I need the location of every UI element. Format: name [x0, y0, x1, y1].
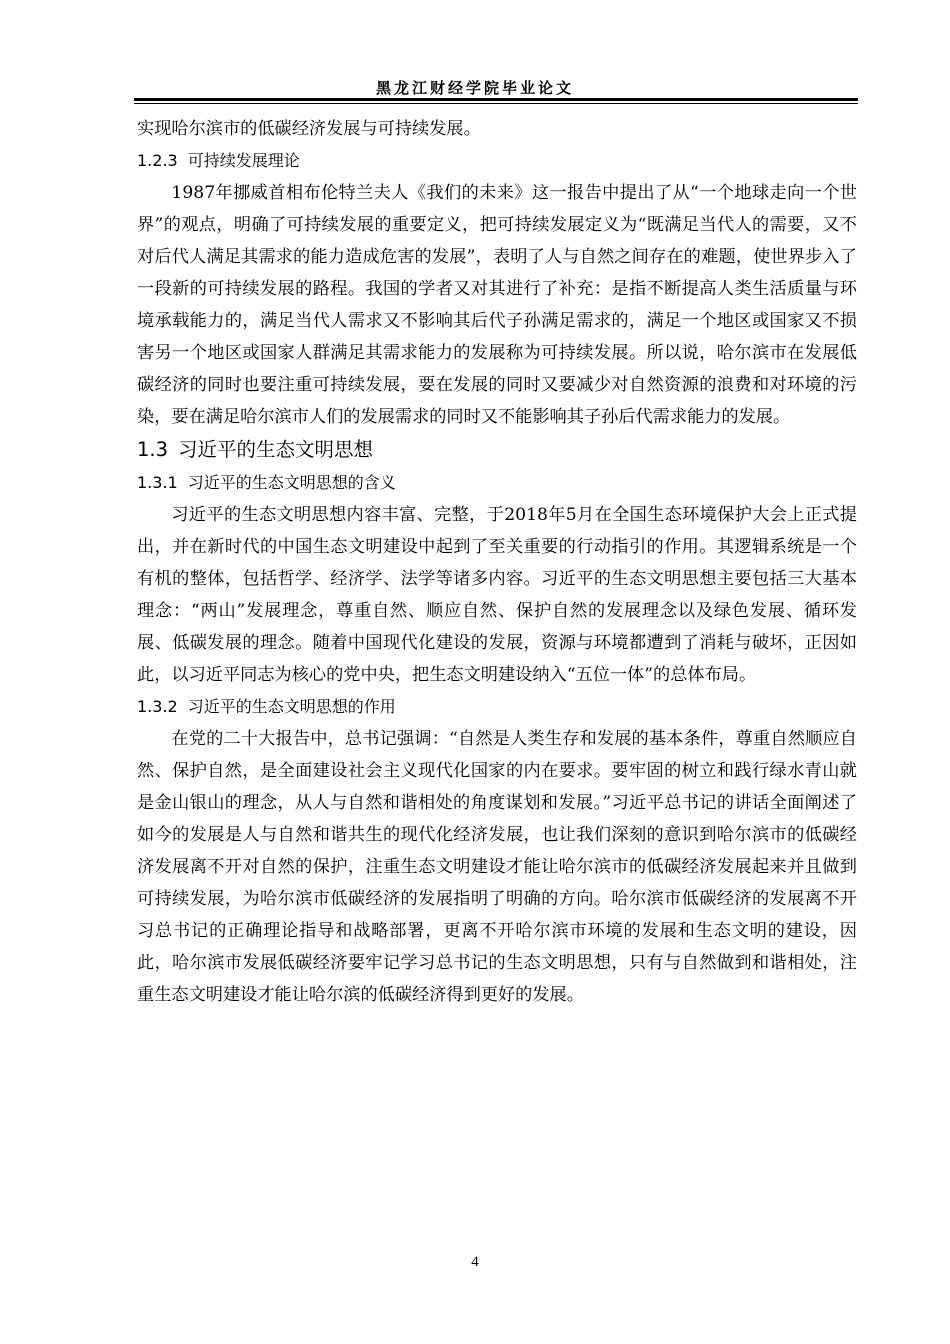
header-title: 黑龙江财经学院毕业论文 — [375, 79, 574, 97]
heading-1-3-1 — [137, 467, 857, 499]
paragraph-eco-civilization-meaning: 习近平的生态文明思想内容丰富、完整，于2018年5月在全国生态环境保护大会上正式提出，并在新时代的中国生态文明建设中起到了至关重要的行动指引的作用。其逻辑系统是一个有机的整体，包括哲学、经济学、法学等诸多内容。习近平的生态文明思想主要包括三大基本理念：“两山”发展理念，尊重自然、顺应自然、保护自然的发展理念以及绿色发展、循环发展、低碳发展的理念。随着中国现代化建设的发展，资源与环境都遭到了消耗与破坏，正因如此，以习近平同志为核心的党中央，把生态文明建设纳入“五位一体”的总体布局。 — [137, 505, 857, 685]
heading-number: 1.3.2 — [137, 697, 178, 716]
heading-1-2-3 — [137, 145, 857, 177]
heading-1-3-2 — [137, 691, 857, 723]
heading-1-3 — [137, 433, 857, 467]
paragraph-sustainable-development: 1987年挪威首相布伦特兰夫人《我们的未来》这一报告中提出了从“一个地球走向一个世界”的观点，明确了可持续发展的重要定义，把可持续发展定义为“既满足当代人的需要，又不对后代人满足其需求的能力造成危害的发展”，表明了人与自然之间存在的难题，使世界步入了一段新的可持续发展的路程。我国的学者又对其进行了补充：是指不断提高人类生活质量与环境承载能力的，满足当代人需求又不影响其后代子孙满足需求的，满足一个地区或国家又不损害另一个地区或国家人群满足其需求能力的发展称为可持续发展。所以说，哈尔滨市在发展低碳经济的同时也要注重可持续发展，要在发展的同时又要减少对自然资源的浪费和对环境的污染，要在满足哈尔滨市人们的发展需求的同时又不能影响其子孙后代需求能力的发展。 — [137, 183, 857, 427]
paragraph-continuation: 实现哈尔滨市的低碳经济发展与可持续发展。 — [137, 119, 481, 139]
heading-text: 习近平的生态文明思想的含义 — [187, 473, 396, 492]
heading-text: 习近平的生态文明思想 — [178, 438, 374, 461]
heading-number: 1.3 — [137, 438, 169, 461]
heading-text: 习近平的生态文明思想的作用 — [187, 697, 396, 716]
heading-number: 1.2.3 — [137, 151, 178, 170]
paragraph-eco-civilization-role: 在党的二十大报告中，总书记强调：“自然是人类生存和发展的基本条件，尊重自然顺应自然、保护自然，是全面建设社会主义现代化国家的内在要求。要牢固的树立和践行绿水青山就是金山银山的理念，从人与自然和谐相处的角度谋划和发展。”习近平总书记的讲话全面阐述了如今的发展是人与自然和谐共生的现代化经济发展，也让我们深刻的意识到哈尔滨市的低碳经济发展离不开对自然的保护，注重生态文明建设才能让哈尔滨市的低碳经济发展起来并且做到可持续发展，为哈尔滨市低碳经济的发展指明了明确的方向。哈尔滨市低碳经济的发展离不开习总书记的正确理论指导和战略部署，更离不开哈尔滨市环境的发展和生态文明的建设，因此，哈尔滨市发展低碳经济要牢记学习总书记的生态文明思想，只有与自然做到和谐相处，注重生态文明建设才能让哈尔滨的低碳经济得到更好的发展。 — [137, 729, 857, 1005]
heading-number: 1.3.1 — [137, 473, 178, 492]
header-rule-thin — [134, 103, 858, 104]
heading-text: 可持续发展理论 — [187, 151, 300, 170]
page-number: 4 — [471, 1254, 479, 1270]
header-rule-thick — [134, 98, 858, 101]
body-content — [137, 113, 857, 1011]
